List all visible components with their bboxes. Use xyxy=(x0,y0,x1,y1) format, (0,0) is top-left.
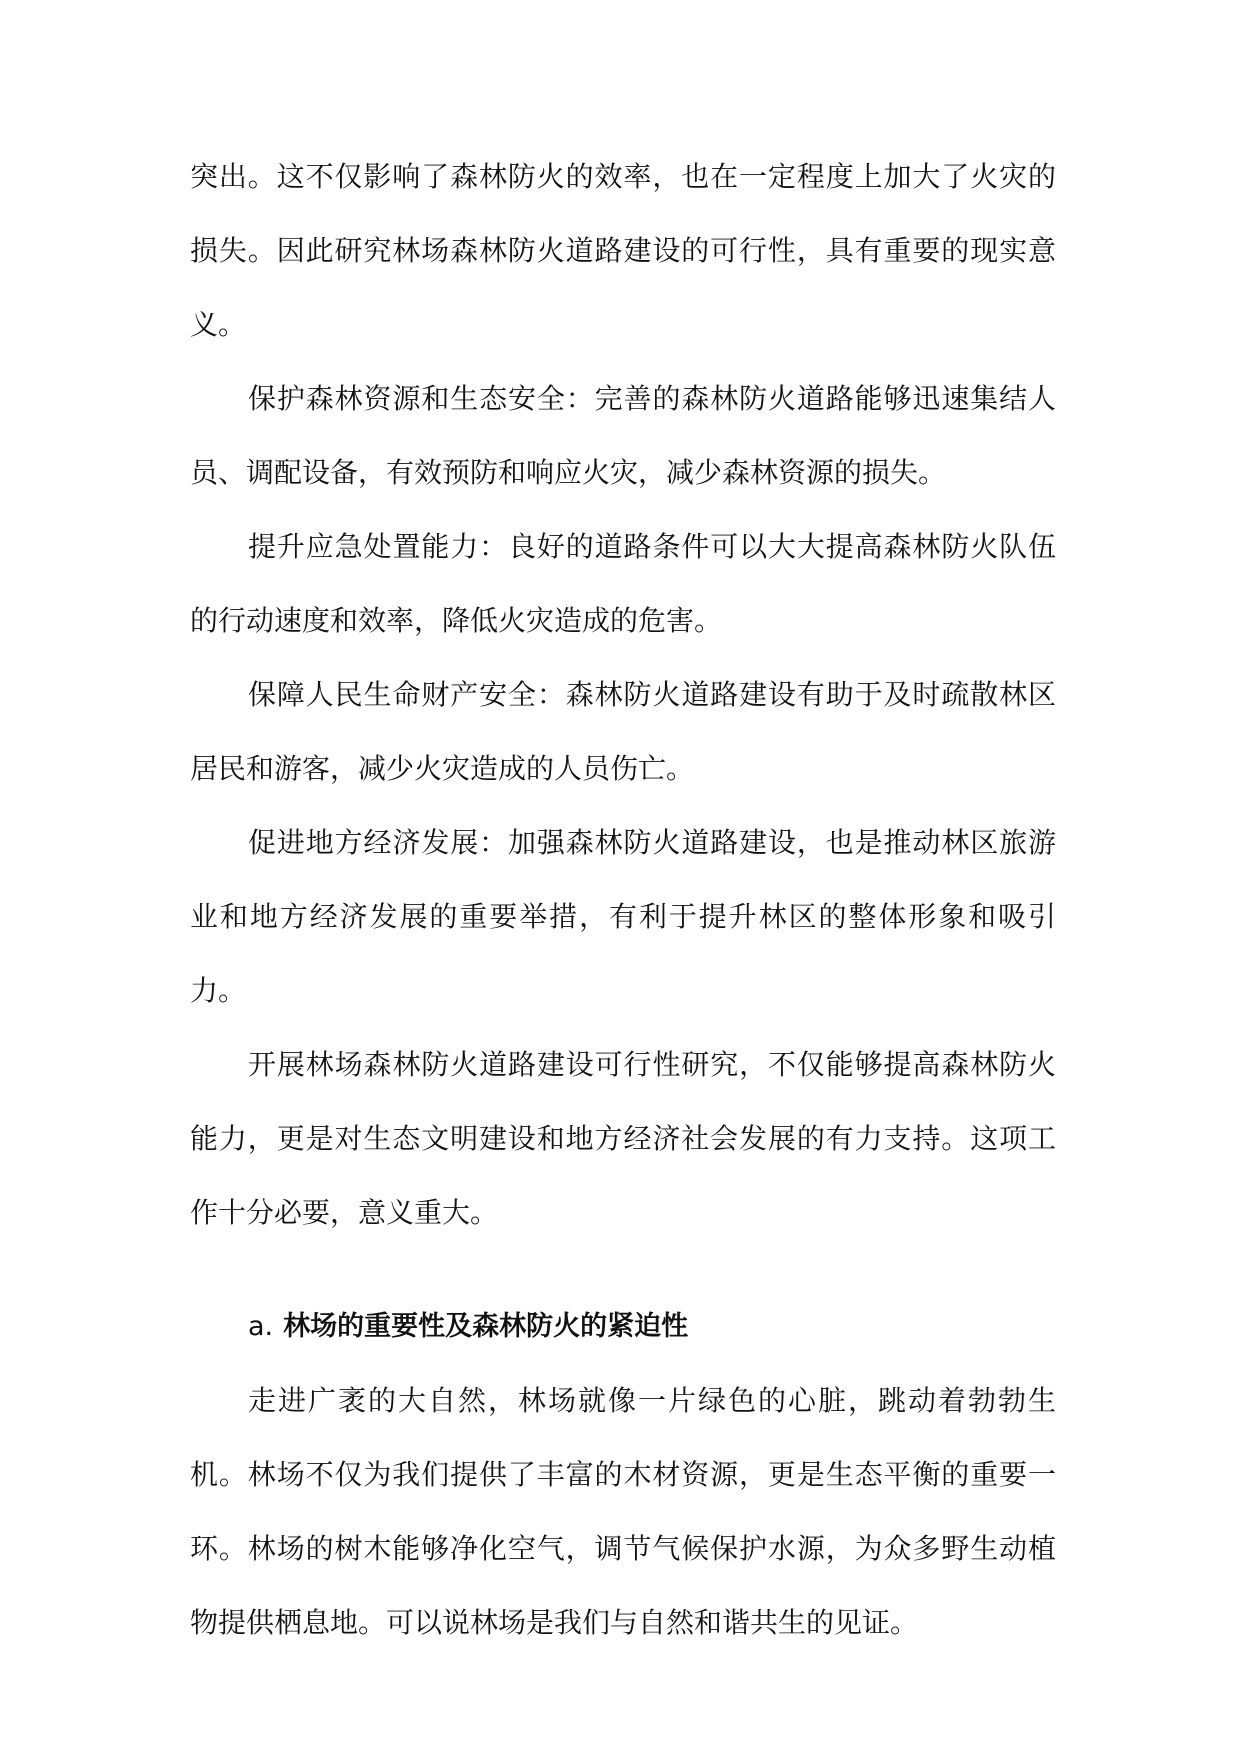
section-heading xyxy=(190,1290,1056,1364)
paragraph-emergency-response: 提升应急处置能力：良好的道路条件可以大大提高森林防火队伍的行动速度和效率，降低火灾造成的危害。 xyxy=(190,530,1056,637)
document-body xyxy=(190,140,1056,1660)
section-heading-text: 林场的重要性及森林防火的紧迫性 xyxy=(283,1311,689,1342)
paragraph-forest-farm-importance: 走进广袤的大自然，林场就像一片绿色的心脏，跳动着勃勃生机。林场不仅为我们提供了丰富的木材资源，更是生态平衡的重要一环。林场的树木能够净化空气，调节气候保护水源，为众多野生动植物提供栖息地。可以说林场是我们与自然和谐共生的见证。 xyxy=(190,1384,1056,1639)
section-gap xyxy=(190,1250,1056,1290)
paragraph-protect-forest: 保护森林资源和生态安全：完善的森林防火道路能够迅速集结人员、调配设备，有效预防和响应火灾，减少森林资源的损失。 xyxy=(190,382,1056,489)
paragraph-local-economy: 促进地方经济发展：加强森林防火道路建设，也是推动林区旅游业和地方经济发展的重要举措，有利于提升林区的整体形象和吸引力。 xyxy=(190,826,1056,1007)
section-heading-marker: a. xyxy=(248,1311,274,1342)
paragraph-continuation: 突出。这不仅影响了森林防火的效率，也在一定程度上加大了火灾的损失。因此研究林场森林防火道路建设的可行性，具有重要的现实意义。 xyxy=(190,160,1056,341)
paragraph-conclusion: 开展林场森林防火道路建设可行性研究，不仅能够提高森林防火能力，更是对生态文明建设和地方经济社会发展的有力支持。这项工作十分必要，意义重大。 xyxy=(190,1048,1056,1229)
paragraph-public-safety: 保障人民生命财产安全：森林防火道路建设有助于及时疏散林区居民和游客，减少火灾造成的人员伤亡。 xyxy=(190,678,1056,785)
